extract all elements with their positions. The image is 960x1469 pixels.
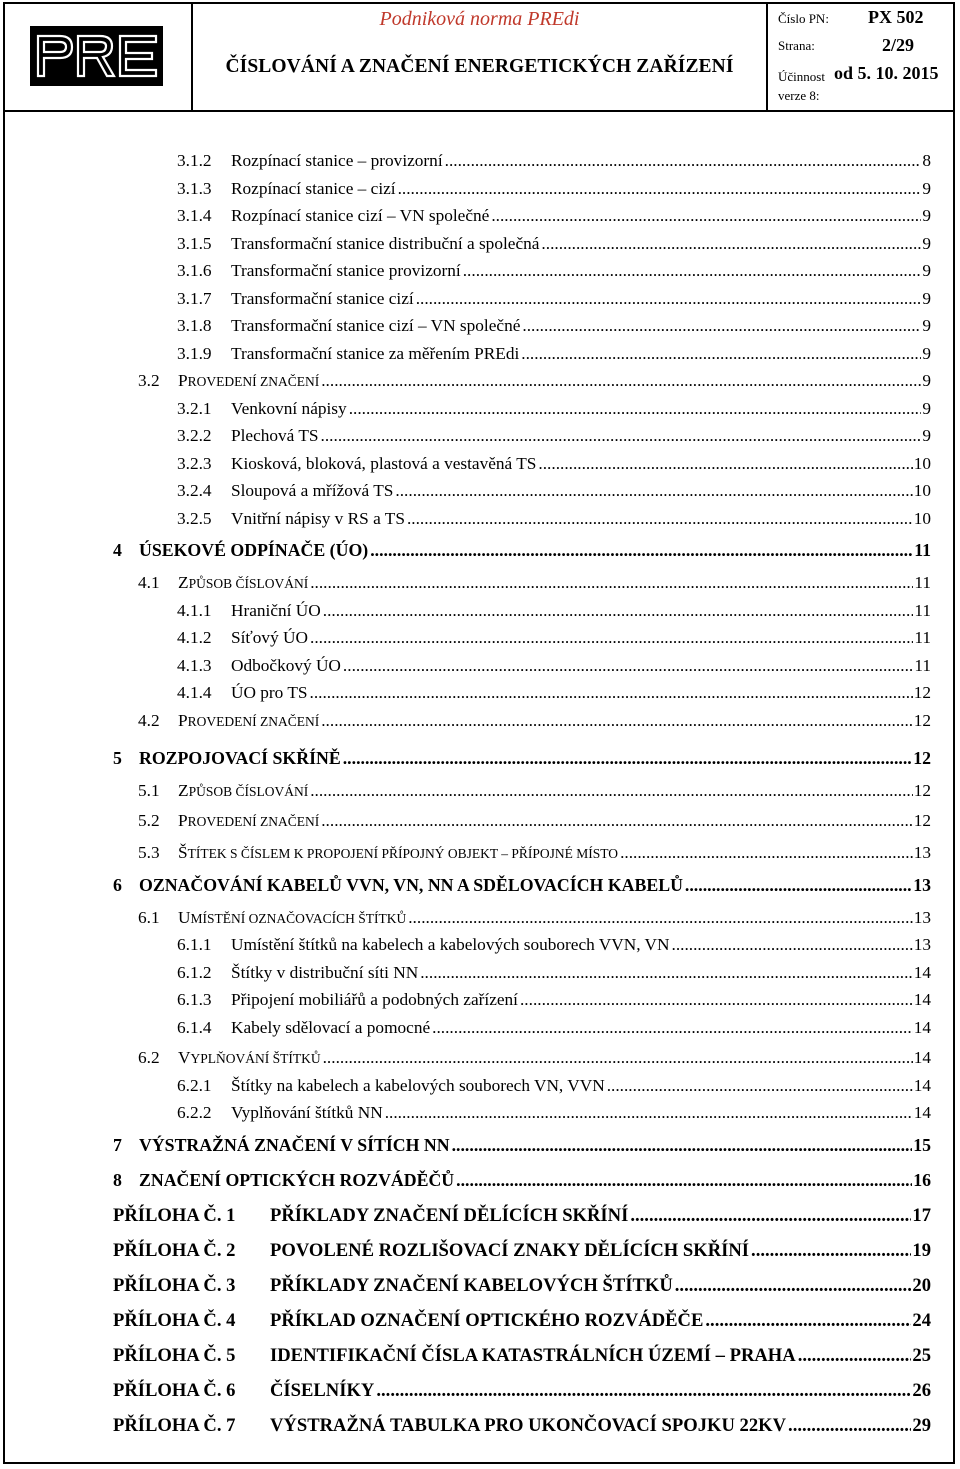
toc-entry[interactable]: [138, 843, 931, 865]
document-title: ČÍSLOVÁNÍ A ZNAČENÍ ENERGETICKÝCH ZAŘÍZENÍ: [225, 56, 734, 77]
toc-page-number: 10: [913, 454, 931, 473]
header-info-cell: [770, 2, 953, 110]
toc-entry-title: Vnitřní nápisy v RS a TS: [231, 509, 405, 528]
toc-page-number: 9: [922, 344, 931, 363]
toc-page-number: 14: [913, 1103, 931, 1122]
toc-entry[interactable]: [177, 179, 931, 201]
toc-entry-title: Vyplňování štítků NN: [231, 1103, 383, 1122]
norm-name: Podniková norma PREdi: [379, 8, 580, 30]
toc-page-number: 19: [912, 1240, 931, 1261]
toc-entry[interactable]: [113, 1205, 931, 1227]
toc-entry-number: 3.2.1: [177, 399, 212, 418]
toc-page-number: 11: [914, 628, 931, 647]
toc-entry-number: PŘÍLOHA Č. 5: [113, 1345, 236, 1366]
toc-entry[interactable]: [177, 601, 931, 623]
header-title-cell: [193, 2, 768, 110]
toc-page-number: 13: [913, 875, 931, 895]
toc-dot-leader: [321, 426, 922, 446]
toc-dot-leader: [321, 371, 921, 391]
toc-entry-title: ČÍSELNÍKY: [270, 1380, 375, 1401]
toc-entry[interactable]: [113, 1345, 931, 1367]
toc-dot-leader: [321, 811, 912, 831]
toc-entry-title: ÚSEKOVÉ ODPÍNAČE (ÚO): [139, 540, 369, 560]
toc-dot-leader: [452, 1135, 913, 1156]
toc-entry-title: Sloupová a mřížová TS: [231, 481, 394, 500]
toc-entry[interactable]: [113, 1380, 931, 1402]
toc-dot-leader: [538, 454, 912, 474]
toc-entry[interactable]: [177, 1076, 931, 1098]
toc-entry[interactable]: [138, 811, 931, 833]
toc-entry-title: Štítky na kabelech a kabelových souborech VN, VVN: [231, 1076, 605, 1095]
toc-dot-leader: [420, 963, 912, 983]
toc-entry[interactable]: [138, 573, 931, 595]
toc-page-number: 9: [922, 234, 931, 253]
toc-page-number: 14: [913, 1018, 931, 1037]
toc-entry-number: 4.1.3: [177, 656, 212, 675]
toc-entry-title-initial: Š: [178, 843, 188, 862]
toc-entry-number: 5.2: [138, 811, 160, 830]
toc-entry[interactable]: [177, 481, 931, 503]
toc-entry-title: Kabely sdělovací a pomocné: [231, 1018, 431, 1037]
toc-entry-number: 3.1.2: [177, 151, 212, 170]
toc-dot-leader: [788, 1415, 911, 1437]
toc-entry-number: 6.1.2: [177, 963, 212, 982]
toc-entry[interactable]: [113, 748, 931, 770]
cislo-label: Číslo PN:: [778, 11, 829, 26]
toc-dot-leader: [751, 1240, 911, 1262]
toc-entry[interactable]: [177, 344, 931, 366]
toc-entry-title: [178, 811, 319, 831]
toc-entry-title: Hraniční ÚO: [231, 601, 321, 620]
toc-entry-title: PŘÍKLADY ZNAČENÍ DĚLÍCÍCH SKŘÍNÍ: [270, 1205, 629, 1226]
toc-entry-number: PŘÍLOHA Č. 4: [113, 1310, 236, 1331]
toc-entry-number: 3.2: [138, 371, 160, 390]
toc-page-number: 10: [913, 481, 931, 500]
toc-page-number: 24: [912, 1310, 931, 1331]
toc-entry-title: [178, 573, 308, 593]
toc-dot-leader: [370, 540, 913, 561]
toc-entry-title: IDENTIFIKAČNÍ ČÍSLA KATASTRÁLNÍCH ÚZEMÍ – PRAHA: [270, 1345, 796, 1366]
toc-entry-title: Štítky v distribuční síti NN: [231, 963, 419, 982]
toc-entry-title: POVOLENÉ ROZLIŠOVACÍ ZNAKY DĚLÍCÍCH SKŘÍNÍ: [270, 1240, 750, 1261]
toc-entry[interactable]: [177, 1103, 931, 1125]
toc-entry-title: Odbočkový ÚO: [231, 656, 341, 675]
toc-dot-leader: [310, 573, 913, 593]
toc-entry-number: 3.2.2: [177, 426, 212, 445]
toc-entry[interactable]: [177, 683, 931, 705]
toc-dot-leader: [310, 628, 913, 648]
toc-dot-leader: [620, 843, 913, 863]
toc-entry-title: Kiosková, bloková, plastová a vestavěná TS: [231, 454, 537, 473]
toc-dot-leader: [607, 1076, 913, 1096]
logo-cell: [3, 2, 193, 110]
toc-entry-number: 5: [113, 748, 122, 768]
toc-page-number: 15: [913, 1135, 931, 1155]
toc-dot-leader: [685, 875, 912, 896]
toc-entry[interactable]: [177, 261, 931, 283]
toc-entry-title-rest: MÍSTĚNÍ OZNAČOVACÍCH ŠTÍTKŮ: [190, 911, 407, 926]
toc-dot-leader: [520, 990, 913, 1010]
toc-page-number: 9: [922, 399, 931, 418]
pre-logo: [30, 26, 163, 86]
toc-entry-number: 4: [113, 540, 122, 560]
toc-entry-title-rest: ROVEDENÍ ZNAČENÍ: [187, 814, 320, 829]
toc-entry[interactable]: [177, 151, 931, 173]
toc-dot-leader: [675, 1275, 912, 1297]
toc-entry-title-rest: YPLŇOVÁNÍ ŠTÍTKŮ: [190, 1051, 321, 1066]
toc-entry-title: PŘÍKLAD OZNAČENÍ OPTICKÉHO ROZVÁDĚČE: [270, 1310, 704, 1331]
toc-dot-leader: [385, 1103, 913, 1123]
toc-entry-title: [178, 371, 319, 391]
toc-entry-title: ROZPOJOVACÍ SKŘÍNĚ: [139, 748, 341, 768]
toc-entry-number: 7: [113, 1135, 122, 1155]
toc-dot-leader: [343, 748, 912, 769]
toc-entry-title: Připojení mobiliářů a podobných zařízení: [231, 990, 518, 1009]
toc-entry[interactable]: [113, 1275, 931, 1297]
toc-page-number: 16: [913, 1170, 931, 1190]
toc-entry-number: 3.1.4: [177, 206, 212, 225]
toc-entry-title: [178, 843, 618, 863]
toc-entry[interactable]: [177, 426, 931, 448]
toc-entry-number: 4.1.1: [177, 601, 212, 620]
toc-entry-title-rest: TÍTEK S ČÍSLEM K PROPOJENÍ PŘÍPOJNÝ OBJEKT – PŘÍPOJNÉ MÍSTO: [187, 846, 619, 861]
toc-entry[interactable]: [177, 628, 931, 650]
toc-entry-title: Venkovní nápisy: [231, 399, 347, 418]
toc-entry-title: [178, 908, 406, 928]
toc-entry-title: ZNAČENÍ OPTICKÝCH ROZVÁDĚČŮ: [139, 1170, 455, 1190]
toc-entry[interactable]: [113, 1415, 931, 1437]
toc-dot-leader: [321, 711, 912, 731]
strana-value: 2/29: [882, 35, 915, 55]
toc-page-number: 12: [913, 683, 931, 702]
toc-entry-title: VÝSTRAŽNÁ ZNAČENÍ V SÍTÍCH NN: [139, 1135, 450, 1155]
toc-entry[interactable]: [177, 509, 931, 531]
toc-dot-leader: [521, 344, 921, 364]
toc-entry[interactable]: [177, 234, 931, 256]
toc-entry-number: 3.1.3: [177, 179, 212, 198]
toc-entry[interactable]: [177, 1018, 931, 1040]
toc-page-number: 13: [913, 908, 931, 927]
toc-entry[interactable]: [177, 454, 931, 476]
toc-entry-title-initial: V: [178, 1048, 191, 1067]
toc-page-number: 9: [922, 206, 931, 225]
toc-dot-leader: [310, 781, 913, 801]
toc-dot-leader: [630, 1205, 911, 1227]
toc-page-number: 9: [922, 289, 931, 308]
toc-page-number: 9: [922, 426, 931, 445]
toc-entry-title: VÝSTRAŽNÁ TABULKA PRO UKONČOVACÍ SPOJKU 22KV: [270, 1415, 787, 1436]
toc-entry-title: [178, 1048, 321, 1068]
toc-entry[interactable]: [113, 1310, 931, 1332]
toc-page-number: 20: [912, 1275, 931, 1296]
toc-dot-leader: [398, 179, 922, 199]
toc-page-number: 12: [913, 811, 931, 830]
toc-entry-title: [178, 781, 308, 801]
toc-entry[interactable]: [177, 289, 931, 311]
toc-entry-number: 6.2: [138, 1048, 160, 1067]
toc-page-number: 9: [922, 261, 931, 280]
toc-entry-title: Transformační stanice za měřením PREdi: [231, 344, 520, 363]
toc-entry-title: [178, 711, 319, 731]
toc-entry[interactable]: [177, 656, 931, 678]
toc-page-number: 12: [913, 711, 931, 730]
toc-entry-number: 3.1.5: [177, 234, 212, 253]
toc-dot-leader: [798, 1345, 912, 1367]
toc-entry-number: 4.1.4: [177, 683, 212, 702]
toc-entry-number: 6.1.3: [177, 990, 212, 1009]
toc-entry-number: 3.1.6: [177, 261, 212, 280]
toc-entry-number: 3.2.5: [177, 509, 212, 528]
toc-entry-title-rest: PŮSOB ČÍSLOVÁNÍ: [188, 784, 309, 799]
toc-page-number: 14: [913, 990, 931, 1009]
toc-entry-title: Plechová TS: [231, 426, 319, 445]
toc-entry-number: 6.1: [138, 908, 160, 927]
toc-page-number: 9: [922, 371, 931, 390]
toc-entry-number: 6.2.1: [177, 1076, 212, 1095]
toc-entry-number: 3.2.4: [177, 481, 212, 500]
toc-entry[interactable]: [138, 908, 931, 930]
toc-page-number: 14: [913, 963, 931, 982]
toc-entry-title: Transformační stanice cizí – VN společné: [231, 316, 521, 335]
toc-entry-number: PŘÍLOHA Č. 1: [113, 1205, 236, 1226]
toc-entry-title: ÚO pro TS: [231, 683, 308, 702]
toc-entry-title-initial: P: [178, 811, 188, 830]
toc-dot-leader: [310, 683, 913, 703]
toc-entry-number: 3.1.8: [177, 316, 212, 335]
toc-entry-number: PŘÍLOHA Č. 3: [113, 1275, 236, 1296]
ucinnost-value: od 5. 10. 2015: [834, 63, 939, 83]
toc-page-number: 25: [912, 1345, 931, 1366]
toc-dot-leader: [343, 656, 913, 676]
toc-entry-title-initial: Z: [178, 573, 189, 592]
toc-page-number: 11: [914, 540, 931, 560]
toc-entry-title-rest: PŮSOB ČÍSLOVÁNÍ: [188, 576, 309, 591]
toc-entry-number: 3.2.3: [177, 454, 212, 473]
toc-dot-leader: [323, 601, 914, 621]
toc-entry-number: 8: [113, 1170, 122, 1190]
toc-dot-leader: [705, 1310, 911, 1332]
toc-entry[interactable]: [138, 1048, 931, 1070]
toc-entry-number: 6.2.2: [177, 1103, 212, 1122]
toc-dot-leader: [522, 316, 921, 336]
toc-entry[interactable]: [177, 399, 931, 421]
toc-dot-leader: [456, 1170, 912, 1191]
toc-dot-leader: [432, 1018, 913, 1038]
toc-entry-title: Transformační stanice distribuční a společná: [231, 234, 540, 253]
toc-entry-title-initial: P: [178, 371, 188, 390]
toc-dot-leader: [376, 1380, 911, 1402]
toc-entry-number: PŘÍLOHA Č. 7: [113, 1415, 236, 1436]
toc-page-number: 12: [913, 748, 931, 768]
toc-entry[interactable]: [177, 316, 931, 338]
ucinnost-label: Účinnost: [778, 69, 825, 84]
toc-entry-number: 6: [113, 875, 122, 895]
toc-page-number: 12: [913, 781, 931, 800]
toc-entry-title: Umístění štítků na kabelech a kabelových souborech VVN, VN: [231, 935, 670, 954]
toc-page-number: 11: [914, 573, 931, 592]
toc-entry-title: Rozpínací stanice – cizí: [231, 179, 396, 198]
toc-entry-title: Rozpínací stanice – provizorní: [231, 151, 443, 170]
toc-entry[interactable]: [113, 1135, 931, 1157]
toc-dot-leader: [395, 481, 912, 501]
toc-entry-title: Síťový ÚO: [231, 628, 308, 647]
toc-page-number: 10: [913, 509, 931, 528]
toc-entry[interactable]: [177, 206, 931, 228]
toc-page-number: 9: [922, 179, 931, 198]
toc-entry-number: 5.3: [138, 843, 160, 862]
toc-entry-title-rest: ROVEDENÍ ZNAČENÍ: [187, 374, 320, 389]
toc-entry[interactable]: [177, 990, 931, 1012]
document-header: [3, 2, 955, 112]
toc-page-number: 9: [922, 316, 931, 335]
toc-entry-number: 3.1.9: [177, 344, 212, 363]
toc-entry[interactable]: [113, 1240, 931, 1262]
toc-dot-leader: [416, 289, 922, 309]
toc-entry-number: 5.1: [138, 781, 160, 800]
toc-dot-leader: [323, 1048, 913, 1068]
toc-page-number: 29: [912, 1415, 931, 1436]
toc-entry-title: Transformační stanice cizí: [231, 289, 414, 308]
toc-entry-number: PŘÍLOHA Č. 2: [113, 1240, 236, 1261]
toc-entry[interactable]: [113, 1170, 931, 1192]
toc-entry-title: PŘÍKLADY ZNAČENÍ KABELOVÝCH ŠTÍTKŮ: [270, 1275, 673, 1296]
toc-entry-number: 4.1: [138, 573, 160, 592]
cislo-value: PX 502: [868, 7, 924, 27]
toc-page-number: 14: [913, 1048, 931, 1067]
toc-entry[interactable]: [113, 875, 931, 897]
toc-page-number: 13: [913, 843, 931, 862]
toc-entry[interactable]: [113, 540, 931, 562]
toc-dot-leader: [541, 234, 921, 254]
toc-entry[interactable]: [177, 935, 931, 957]
toc-entry-number: 6.1.1: [177, 935, 212, 954]
toc-entry-title-initial: Z: [178, 781, 189, 800]
toc-entry[interactable]: [138, 371, 931, 393]
toc-entry[interactable]: [138, 711, 931, 733]
toc-page-number: 11: [914, 601, 931, 620]
toc-page-number: 11: [914, 656, 931, 675]
verze-label: verze 8:: [778, 88, 820, 103]
toc-page-number: 26: [912, 1380, 931, 1401]
toc-dot-leader: [491, 206, 921, 226]
toc-entry-number: 4.2: [138, 711, 160, 730]
toc-dot-leader: [672, 935, 913, 955]
toc-entry-title-rest: ROVEDENÍ ZNAČENÍ: [187, 714, 320, 729]
toc-entry-title: OZNAČOVÁNÍ KABELŮ VVN, VN, NN A SDĚLOVACÍCH KABELŮ: [139, 875, 683, 895]
toc-page-number: 17: [912, 1205, 931, 1226]
toc-page-number: 8: [922, 151, 931, 170]
toc-entry-number: PŘÍLOHA Č. 6: [113, 1380, 236, 1401]
toc-entry-title-initial: U: [178, 908, 191, 927]
toc-dot-leader: [349, 399, 922, 419]
toc-dot-leader: [408, 908, 912, 928]
toc-entry-number: 4.1.2: [177, 628, 212, 647]
toc-page-number: 14: [913, 1076, 931, 1095]
toc-dot-leader: [445, 151, 922, 171]
toc-dot-leader: [463, 261, 922, 281]
toc-entry-title: Transformační stanice provizorní: [231, 261, 461, 280]
toc-entry-title: Rozpínací stanice cizí – VN společné: [231, 206, 490, 225]
toc-dot-leader: [407, 509, 913, 529]
strana-label: Strana:: [778, 38, 815, 53]
toc-entry-number: 3.1.7: [177, 289, 212, 308]
toc-entry[interactable]: [177, 963, 931, 985]
toc-entry-title-initial: P: [178, 711, 188, 730]
toc-entry[interactable]: [138, 781, 931, 803]
toc-page-number: 13: [913, 935, 931, 954]
toc-entry-number: 6.1.4: [177, 1018, 212, 1037]
